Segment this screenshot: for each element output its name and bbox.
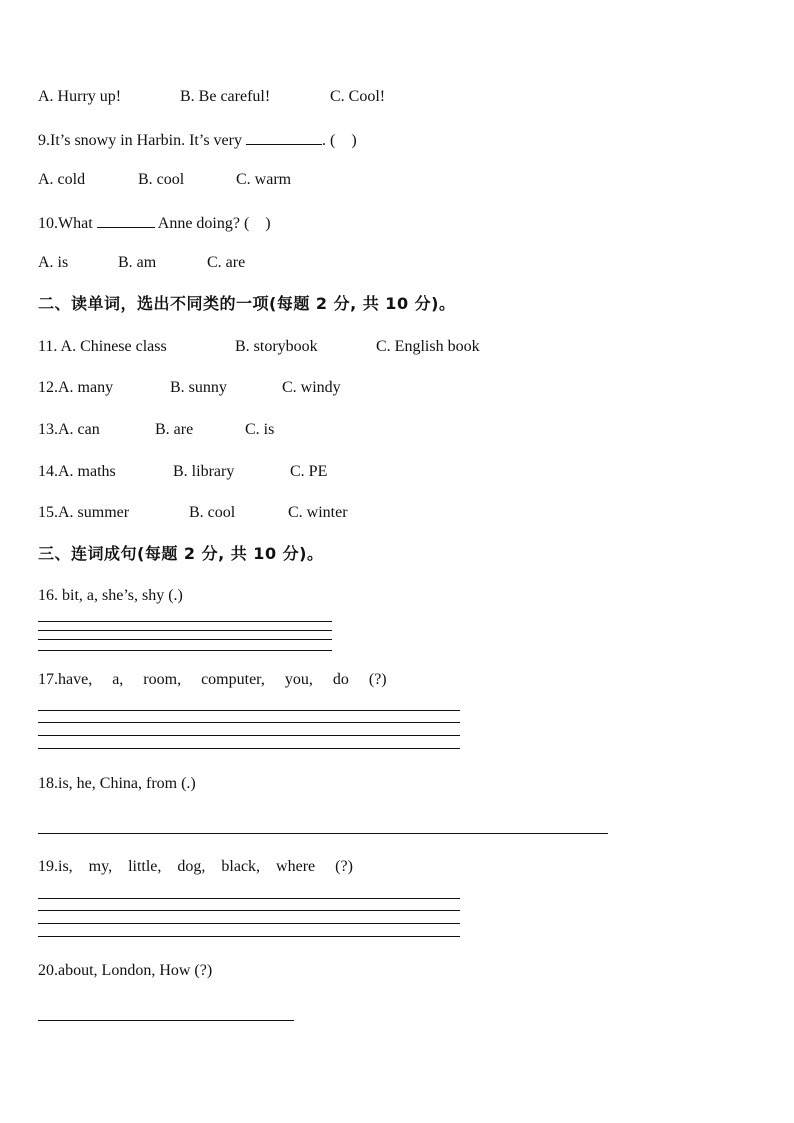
q14-option-b: B. library	[173, 463, 235, 480]
q11-option-c: C. English book	[376, 338, 480, 355]
q9-option-b: B. cool	[138, 171, 185, 188]
q17-prompt: 17.have, a, room, computer, you, do (?)	[38, 671, 387, 688]
answer-line	[38, 923, 460, 924]
q10-option-c: C. are	[207, 254, 246, 271]
q10-stem-start: 10.What	[38, 215, 97, 232]
q18-prompt: 18.is, he, China, from (.)	[38, 775, 196, 792]
answer-line	[38, 621, 332, 622]
q20-prompt: 20.about, London, How (?)	[38, 962, 213, 979]
answer-line	[38, 650, 332, 651]
q9-option-a: A. cold	[38, 171, 86, 188]
q11-option-a: 11. A. Chinese class	[38, 338, 167, 355]
q9-stem-end: . ( )	[321, 132, 357, 149]
answer-line	[38, 710, 460, 711]
q16-prompt: 16. bit, a, she’s, shy (.)	[38, 587, 183, 604]
q14-option-c: C. PE	[290, 463, 328, 480]
q15-option-b: B. cool	[189, 504, 236, 521]
q10-option-b: B. am	[118, 254, 157, 271]
q15-option-c: C. winter	[288, 504, 348, 521]
q19-prompt: 19.is, my, little, dog, black, where (?)	[38, 858, 353, 875]
answer-line	[38, 1020, 294, 1021]
q13-option-c: C. is	[245, 421, 275, 438]
q10-stem	[38, 212, 271, 234]
q15-option-a: 15.A. summer	[38, 504, 130, 521]
q9-stem-start: 9.It’s snowy in Harbin. It’s very	[38, 132, 246, 149]
answer-line	[38, 735, 460, 736]
q14-option-a: 14.A. maths	[38, 463, 116, 480]
answer-line	[38, 748, 460, 749]
answer-line	[38, 630, 332, 631]
q11-option-b: B. storybook	[235, 338, 318, 355]
q13-option-b: B. are	[155, 421, 194, 438]
q12-option-b: B. sunny	[170, 379, 227, 396]
answer-line	[38, 639, 332, 640]
answer-line	[38, 898, 460, 899]
section3-heading: 三、连词成句(每题 2 分, 共 10 分)。	[38, 544, 324, 563]
answer-line	[38, 722, 460, 723]
q12-option-c: C. windy	[282, 379, 341, 396]
q13-option-a: 13.A. can	[38, 421, 100, 438]
q10-stem-end: Anne doing? ( )	[154, 215, 271, 232]
answer-line	[38, 833, 608, 834]
answer-line	[38, 936, 460, 937]
q8-option-a: A. Hurry up!	[38, 88, 122, 105]
q8-option-b: B. Be careful!	[180, 88, 271, 105]
q10-option-a: A. is	[38, 254, 69, 271]
q9-option-c: C. warm	[236, 171, 292, 188]
q12-option-a: 12.A. many	[38, 379, 114, 396]
q9-stem	[38, 129, 357, 151]
q9-blank	[246, 129, 322, 145]
q8-option-c: C. Cool!	[330, 88, 386, 105]
q10-blank	[97, 212, 155, 228]
section2-heading: 二、读单词，选出不同类的一项(每题 2 分, 共 10 分)。	[38, 294, 456, 313]
answer-line	[38, 910, 460, 911]
